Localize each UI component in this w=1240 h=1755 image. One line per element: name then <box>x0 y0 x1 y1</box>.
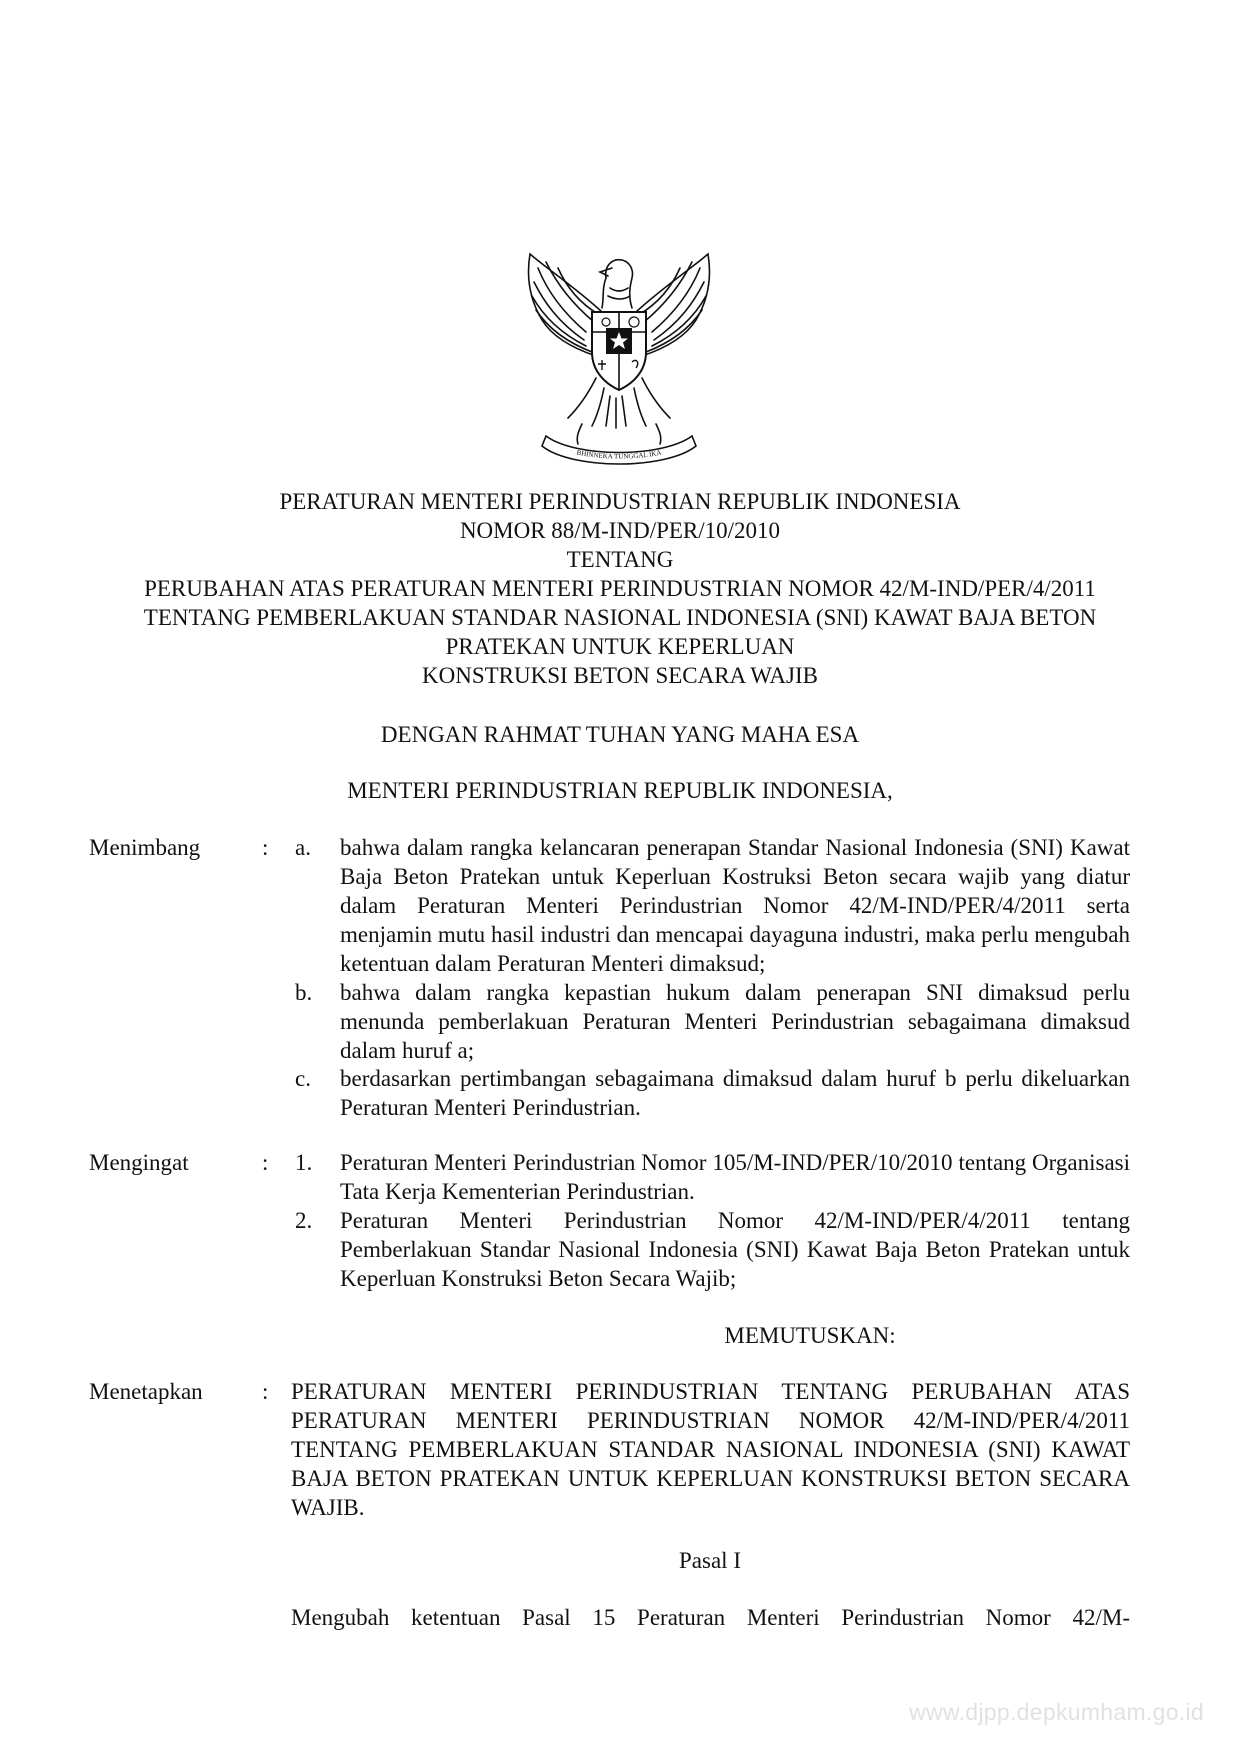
garuda-emblem-icon <box>516 248 722 466</box>
emblem-motto: BHINNEKA TUNGGAL IKA <box>575 448 663 461</box>
menimbang-marker: c. <box>295 1066 311 1091</box>
pasal-heading: Pasal I <box>679 1548 741 1573</box>
title-line: NOMOR 88/M-IND/PER/10/2010 <box>459 518 781 543</box>
watermark: www.djpp.depkumham.go.id <box>909 1699 1204 1725</box>
title-line: TENTANG <box>566 547 674 572</box>
title-line: PERUBAHAN ATAS PERATURAN MENTERI PERINDUSTRIAN NOMOR 42/M-IND/PER/4/2011 <box>144 576 1096 601</box>
title-line: TENTANG PEMBERLAKUAN STANDAR NASIONAL INDONESIA (SNI) KAWAT BAJA BETON <box>143 605 1097 630</box>
title-line: PERATURAN MENTERI PERINDUSTRIAN REPUBLIK INDONESIA <box>279 489 961 514</box>
menimbang-colon: : <box>262 835 269 860</box>
mengingat-marker: 2. <box>295 1208 313 1233</box>
title-line: PRATEKAN UNTUK KEPERLUAN <box>445 634 795 659</box>
menimbang-marker: a. <box>295 835 311 860</box>
mengingat-label: Mengingat <box>89 1150 189 1175</box>
menimbang-item: berdasarkan pertimbangan sebagaimana dimaksud dalam huruf b perlu dikeluarkan Peraturan Menteri Perindustrian. <box>340 1066 1130 1120</box>
mengingat-colon: : <box>262 1150 269 1175</box>
authority-line: MENTERI PERINDUSTRIAN REPUBLIK INDONESIA, <box>347 778 893 803</box>
mengingat-item: Peraturan Menteri Perindustrian Nomor 42/M-IND/PER/4/2011 tentang Pemberlakuan Standar Nasional Indonesia (SNI) Kawat Baja Beton Pratekan untuk Keperluan Konstruksi Beton Secara Wajib; <box>340 1208 1130 1291</box>
title-line: KONSTRUKSI BETON SECARA WAJIB <box>422 663 818 688</box>
menetapkan-text: PERATURAN MENTERI PERINDUSTRIAN TENTANG PERUBAHAN ATAS PERATURAN MENTERI PERINDUSTRIAN NOMOR 42/M-IND/PER/4/2011 TENTANG PEMBERLAKUAN STANDAR NASIONAL INDONESIA (SNI) KAWAT BAJA BETON PRATEKAN UNTUK KEPERLUAN KONSTRUKSI BETON SECARA WAJIB. <box>291 1379 1130 1520</box>
pasal-text: Mengubah ketentuan Pasal 15 Peraturan Menteri Perindustrian Nomor 42/M- <box>291 1605 1130 1630</box>
mengingat-item: Peraturan Menteri Perindustrian Nomor 105/M-IND/PER/10/2010 tentang Organisasi Tata Kerja Kementerian Perindustrian. <box>340 1150 1130 1204</box>
decision-heading: MEMUTUSKAN: <box>724 1323 896 1348</box>
regulation-title <box>60 487 1180 690</box>
menimbang-item: bahwa dalam rangka kepastian hukum dalam penerapan SNI dimaksud perlu menunda pemberlakuan Peraturan Menteri Perindustrian sebagaimana dimaksud dalam huruf a; <box>340 980 1130 1063</box>
mengingat-marker: 1. <box>295 1150 313 1175</box>
menimbang-label: Menimbang <box>89 835 201 860</box>
invocation: DENGAN RAHMAT TUHAN YANG MAHA ESA <box>380 722 860 747</box>
menimbang-marker: b. <box>295 980 313 1005</box>
menetapkan-label: Menetapkan <box>89 1379 203 1404</box>
menetapkan-colon: : <box>262 1379 269 1404</box>
menimbang-item: bahwa dalam rangka kelancaran penerapan Standar Nasional Indonesia (SNI) Kawat Baja Beton Pratekan untuk Keperluan Kostruksi Beton secara wajib yang diatur dalam Peraturan Menteri Perindustrian Nomor 42/M-IND/PER/4/2011 serta menjamin mutu hasil industri dan mencapai dayaguna industri, maka perlu mengubah ketentuan dalam Peraturan Menteri dimaksud; <box>340 835 1130 976</box>
